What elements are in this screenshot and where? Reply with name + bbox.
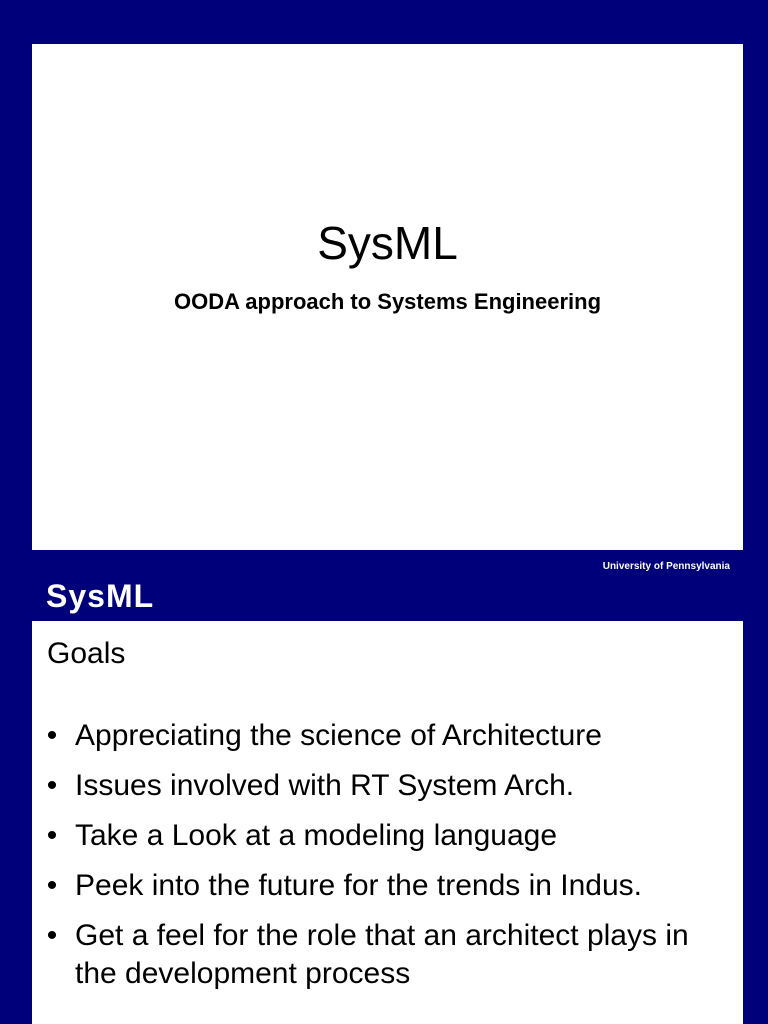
list-item (42, 867, 732, 905)
bullet-text: Get a feel for the role that an architect plays in the development process (75, 919, 689, 990)
list-item (42, 717, 732, 755)
goals-heading: Goals (47, 637, 126, 670)
bullet-text: Issues involved with RT System Arch. (75, 769, 575, 802)
goals-slide (32, 621, 743, 1024)
goals-list (42, 717, 732, 1005)
bullet-text: Peek into the future for the trends in Indus. (75, 869, 643, 902)
list-item (42, 767, 732, 805)
university-footer: University of Pennsylvania (602, 561, 730, 572)
bullet-icon: • (46, 769, 58, 802)
bullet-icon: • (46, 919, 58, 952)
title-slide (32, 44, 743, 550)
slide-subtitle: OODA approach to Systems Engineering (173, 289, 602, 314)
slide-title: SysML (317, 217, 458, 269)
bullet-text: Appreciating the science of Architecture (75, 719, 602, 752)
bullet-text: Take a Look at a modeling language (75, 819, 558, 852)
bullet-icon: • (46, 819, 58, 852)
bullet-icon: • (46, 869, 58, 902)
bullet-icon: • (46, 719, 58, 752)
slide-header: SysML (46, 578, 155, 614)
list-item (42, 917, 732, 993)
list-item (42, 817, 732, 855)
